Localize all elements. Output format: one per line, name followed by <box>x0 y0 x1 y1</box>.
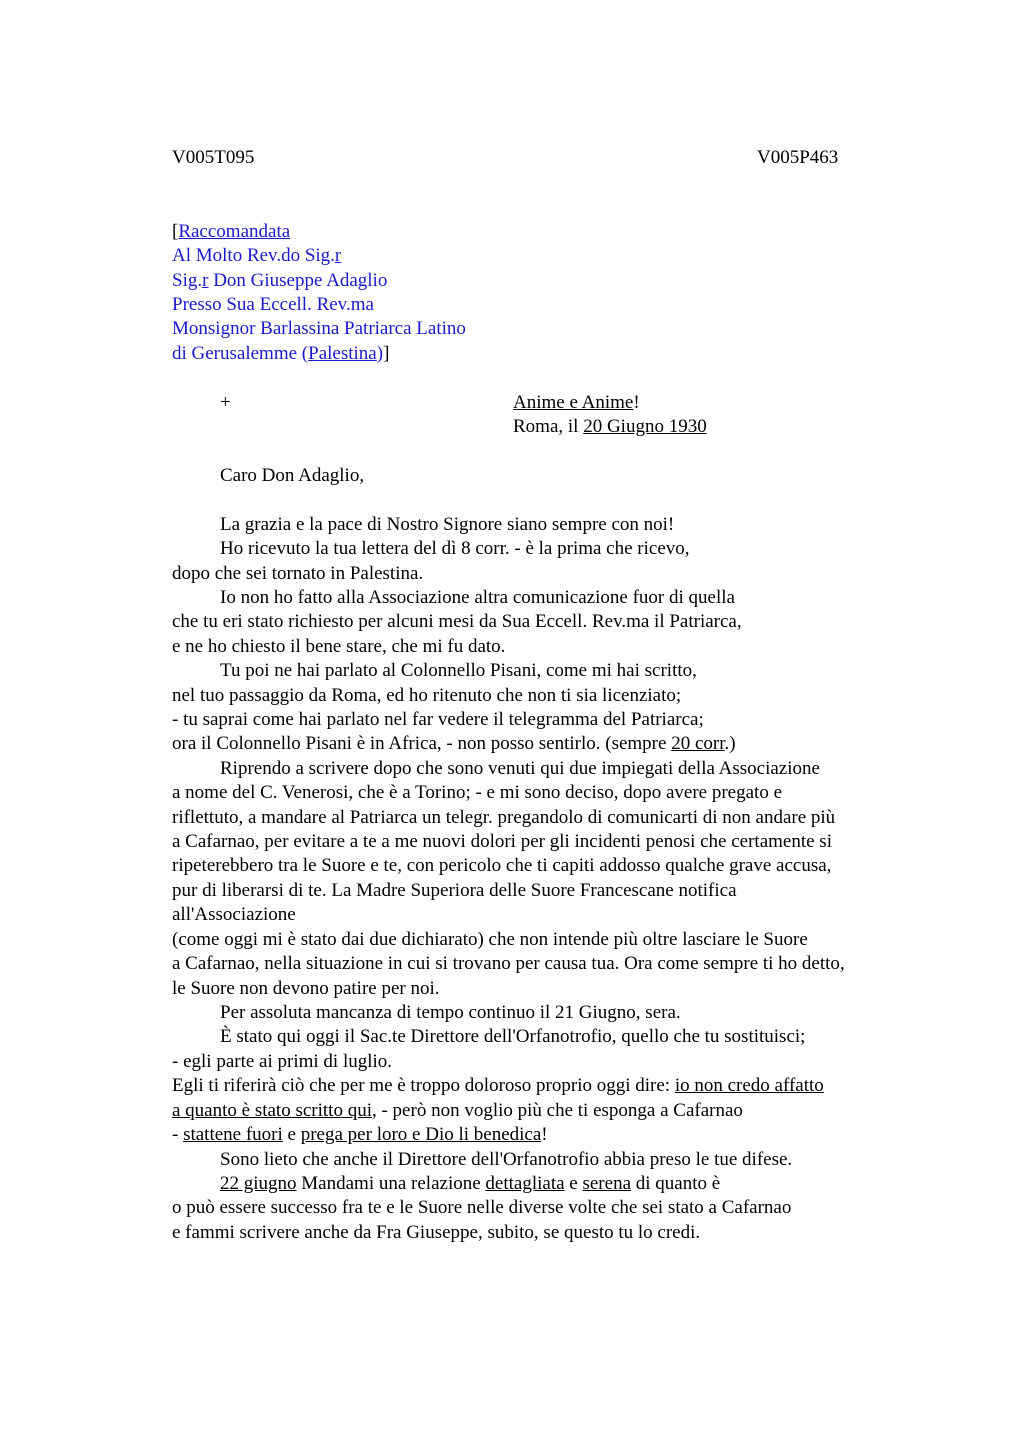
body-line: ripeterebbero tra le Suore e te, con pericolo che ti capiti addosso qualche grave accusa, <box>172 855 832 876</box>
address-line-recipient-name: Sig.r Don Giuseppe Adaglio <box>172 270 388 291</box>
salutation: Caro Don Adaglio, <box>220 465 365 486</box>
address-line-monsignor: Monsignor Barlassina Patriarca Latino <box>172 318 466 339</box>
raccomandata-link[interactable]: Raccomandata <box>178 221 291 242</box>
body-line: Sono lieto che anche il Direttore dell'Orfanotrofio abbia preso le tue difese. <box>220 1149 793 1170</box>
cross-symbol: + <box>220 392 231 413</box>
body-line: (come oggi mi è stato dai due dichiarato) che non intende più oltre lasciare le Suore <box>172 929 808 950</box>
body-line: dopo che sei tornato in Palestina. <box>172 563 424 584</box>
body-line: È stato qui oggi il Sac.te Direttore dell'Orfanotrofio, quello che tu sostituisci; <box>220 1026 806 1047</box>
body-line: La grazia e la pace di Nostro Signore siano sempre con noi! <box>220 514 675 535</box>
body-line: riflettuto, a mandare al Patriarca un telegr. pregandolo di comunicarti di non andare più <box>172 807 836 828</box>
body-line: - tu saprai come hai parlato nel far vedere il telegramma del Patriarca; <box>172 709 704 730</box>
body-line: 22 giugno Mandami una relazione dettagliata e serena di quanto è <box>220 1173 721 1194</box>
body-line: a Cafarnao, nella situazione in cui si trovano per causa tua. Ora come sempre ti ho detto, <box>172 953 845 974</box>
body-line: nel tuo passaggio da Roma, ed ho ritenuto che non ti sia licenziato; <box>172 685 682 706</box>
motto: Anime e Anime! <box>513 392 640 413</box>
address-line-presso: Presso Sua Eccell. Rev.ma <box>172 294 374 315</box>
address-line-gerusalemme: di Gerusalemme (Palestina)] <box>172 343 390 364</box>
body-line: a nome del C. Venerosi, che è a Torino; - e mi sono deciso, dopo avere pregato e <box>172 782 783 803</box>
body-line: Io non ho fatto alla Associazione altra comunicazione fuor di quella <box>220 587 735 608</box>
body-line: Riprendo a scrivere dopo che sono venuti qui due impiegati della Associazione <box>220 758 820 779</box>
body-line: Tu poi ne hai parlato al Colonnello Pisani, come mi hai scritto, <box>220 660 697 681</box>
body-line: che tu eri stato richiesto per alcuni mesi da Sua Eccell. Rev.ma il Patriarca, <box>172 611 742 632</box>
body-line: e fammi scrivere anche da Fra Giuseppe, subito, se questo tu lo credi. <box>172 1222 701 1243</box>
palestina-link[interactable]: Palestina <box>308 343 377 364</box>
body-line: Ho ricevuto la tua lettera del dì 8 corr. - è la prima che ricevo, <box>220 538 690 559</box>
address-line-recipient-title: Al Molto Rev.do Sig.r <box>172 245 342 266</box>
body-line: e ne ho chiesto il bene stare, che mi fu dato. <box>172 636 506 657</box>
body-line: - egli parte ai primi di luglio. <box>172 1051 393 1072</box>
document-code-right: V005P463 <box>757 147 839 168</box>
body-line: le Suore non devono patire per noi. <box>172 978 440 999</box>
document-code-left: V005T095 <box>172 147 255 168</box>
body-line: Per assoluta mancanza di tempo continuo il 21 Giugno, sera. <box>220 1002 681 1023</box>
body-line: pur di liberarsi di te. La Madre Superiora delle Suore Francescane notifica <box>172 880 737 901</box>
body-line: all'Associazione <box>172 904 296 925</box>
body-line: a quanto è stato scritto qui, - però non voglio più che ti esponga a Cafarnao <box>172 1100 743 1121</box>
body-line: Egli ti riferirà ciò che per me è troppo doloroso proprio oggi dire: io non credo affatto <box>172 1075 824 1096</box>
place-and-date: Roma, il 20 Giugno 1930 <box>513 416 707 437</box>
body-line: ora il Colonnello Pisani è in Africa, - non posso sentirlo. (sempre 20 corr.) <box>172 733 736 754</box>
body-line: o può essere successo fra te e le Suore nelle diverse volte che sei stato a Cafarnao <box>172 1197 792 1218</box>
address-line-raccomandata: [Raccomandata <box>172 221 291 242</box>
body-line: - stattene fuori e prega per loro e Dio li benedica! <box>172 1124 548 1145</box>
body-line: a Cafarnao, per evitare a te a me nuovi dolori per gli incidenti penosi che certamente si <box>172 831 832 852</box>
